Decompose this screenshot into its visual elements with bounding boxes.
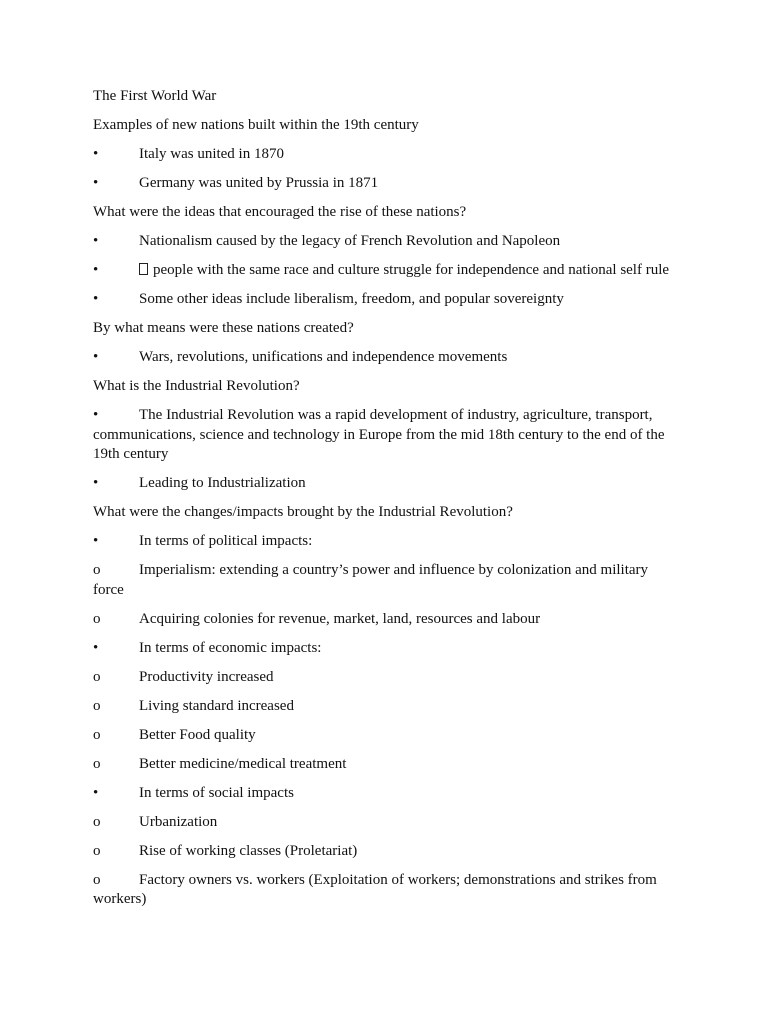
line-text: Germany was united by Prussia in 1871 bbox=[139, 175, 379, 191]
sub-bullet-marker: o bbox=[93, 697, 101, 714]
sub-bullet-marker: o bbox=[93, 755, 101, 772]
document-page bbox=[93, 87, 678, 919]
sub-list-item bbox=[93, 610, 678, 630]
sub-bullet-marker: o bbox=[93, 871, 101, 888]
paragraph bbox=[93, 319, 678, 339]
bullet-marker: • bbox=[93, 262, 99, 278]
line-text: Acquiring colonies for revenue, market, land, resources and labour bbox=[139, 610, 541, 627]
paragraph bbox=[93, 377, 678, 397]
line-text: Italy was united in 1870 bbox=[139, 146, 284, 162]
list-item bbox=[93, 532, 678, 552]
list-item bbox=[93, 474, 678, 494]
bullet-marker: • bbox=[93, 291, 99, 307]
document-body bbox=[93, 116, 678, 910]
sub-bullet-marker: o bbox=[93, 813, 101, 830]
sub-list-item bbox=[93, 842, 678, 862]
line-text: What is the Industrial Revolution? bbox=[93, 378, 300, 394]
line-text: Wars, revolutions, unifications and independence movements bbox=[139, 349, 508, 365]
sub-list-item bbox=[93, 697, 678, 717]
list-item bbox=[93, 174, 678, 194]
line-text: In terms of economic impacts: bbox=[139, 639, 322, 656]
line-text: Better Food quality bbox=[139, 726, 256, 743]
sub-list-item bbox=[93, 668, 678, 688]
sub-list-item bbox=[93, 561, 678, 600]
sub-bullet-marker: o bbox=[93, 668, 101, 685]
bullet-marker: • bbox=[93, 349, 99, 365]
line-text: Productivity increased bbox=[139, 668, 274, 685]
sub-bullet-marker: o bbox=[93, 610, 101, 627]
line-text: In terms of political impacts: bbox=[139, 533, 313, 549]
line-text: The Industrial Revolution was a rapid development of industry, agriculture, transport, communications, science and technology in Europe from the mid 18th century to the end of the 19th century bbox=[93, 407, 665, 462]
bullet-marker: • bbox=[93, 146, 99, 162]
list-item bbox=[93, 261, 678, 281]
sub-list-item bbox=[93, 871, 678, 910]
line-text: By what means were these nations created? bbox=[93, 320, 354, 336]
sub-list-item bbox=[93, 755, 678, 775]
sub-bullet-marker: o bbox=[93, 726, 101, 743]
line-text: Leading to Industrialization bbox=[139, 475, 306, 491]
bullet-marker: • bbox=[93, 175, 99, 191]
paragraph bbox=[93, 503, 678, 523]
list-item bbox=[93, 784, 678, 804]
paragraph bbox=[93, 116, 678, 136]
line-text: Factory owners vs. workers (Exploitation of workers; demonstrations and strikes from workers) bbox=[93, 871, 657, 907]
missing-glyph-icon bbox=[139, 263, 148, 275]
bullet-marker: • bbox=[93, 233, 99, 249]
line-text: Imperialism: extending a country’s power and influence by colonization and military force bbox=[93, 562, 649, 598]
list-item bbox=[93, 348, 678, 368]
line-text: people with the same race and culture struggle for independence and national self rule bbox=[153, 262, 670, 278]
sub-list-item bbox=[93, 726, 678, 746]
list-item bbox=[93, 232, 678, 252]
line-text: Living standard increased bbox=[139, 697, 294, 714]
bullet-marker: • bbox=[93, 533, 99, 549]
line-text: Rise of working classes (Proletariat) bbox=[139, 842, 358, 859]
line-text: Better medicine/medical treatment bbox=[139, 755, 347, 772]
sub-list-item bbox=[93, 813, 678, 833]
line-text: In terms of social impacts bbox=[139, 784, 294, 801]
bullet-marker: • bbox=[93, 407, 99, 423]
paragraph bbox=[93, 203, 678, 223]
sub-bullet-marker: o bbox=[93, 842, 101, 859]
line-text: Urbanization bbox=[139, 813, 218, 830]
document-title: The First World War bbox=[93, 88, 217, 104]
sub-bullet-marker: o bbox=[93, 562, 101, 578]
list-item bbox=[93, 639, 678, 659]
bullet-marker: • bbox=[93, 639, 99, 656]
list-item bbox=[93, 290, 678, 310]
line-text: Some other ideas include liberalism, freedom, and popular sovereignty bbox=[139, 291, 564, 307]
line-text: What were the ideas that encouraged the rise of these nations? bbox=[93, 204, 467, 220]
line-text: What were the changes/impacts brought by the Industrial Revolution? bbox=[93, 504, 513, 520]
list-item bbox=[93, 406, 678, 465]
line-text: Nationalism caused by the legacy of French Revolution and Napoleon bbox=[139, 233, 561, 249]
bullet-marker: • bbox=[93, 475, 99, 491]
list-item bbox=[93, 145, 678, 165]
line-text: Examples of new nations built within the 19th century bbox=[93, 117, 419, 133]
bullet-marker: • bbox=[93, 784, 99, 801]
